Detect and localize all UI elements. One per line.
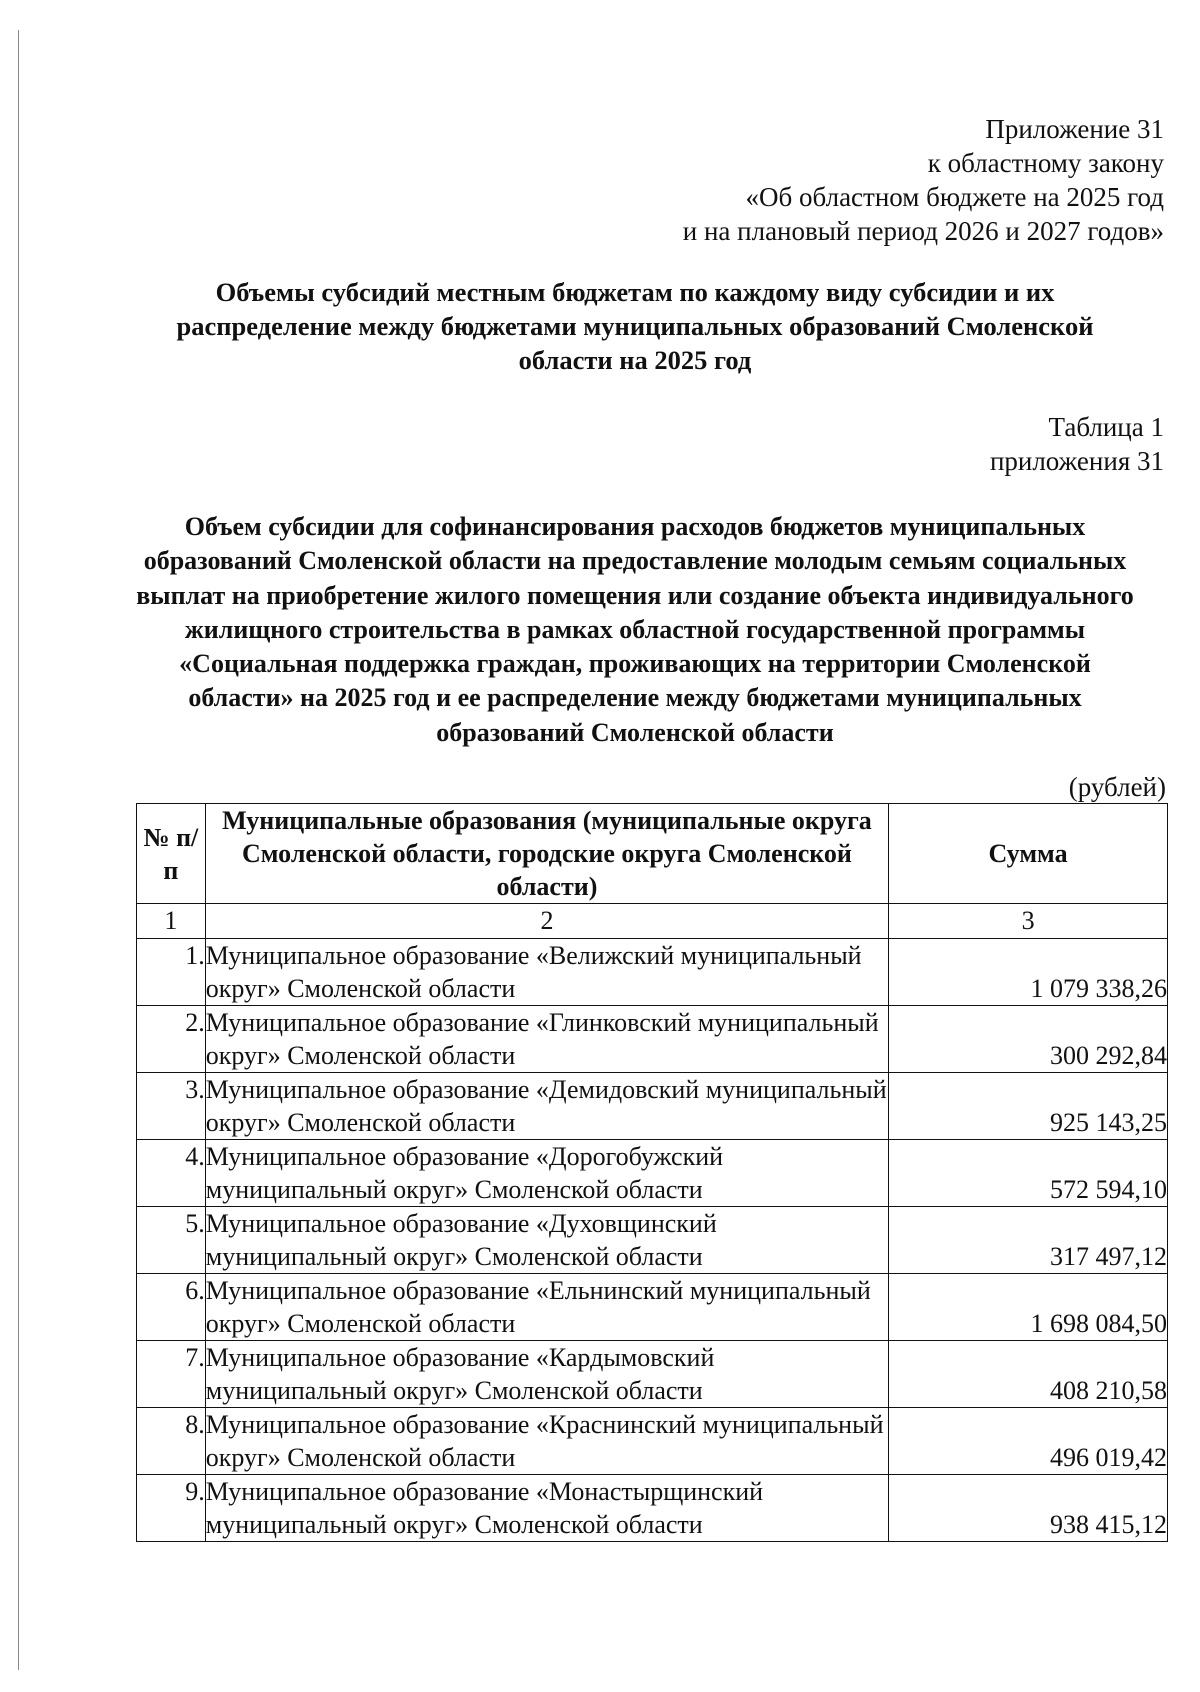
column-number: 2 — [205, 904, 888, 939]
municipality-name: Муниципальное образование «Ельнинский муниципальный округ» Смоленской области — [205, 1274, 888, 1341]
subsidy-amount: 408 210,58 — [889, 1341, 1168, 1408]
header-municipalities: Муниципальные образования (муниципальные округа Смоленской области, городские округа Смоленской области) — [205, 804, 888, 904]
row-number: 5. — [137, 1207, 206, 1274]
row-number: 8. — [137, 1408, 206, 1475]
row-number: 4. — [137, 1140, 206, 1207]
table-row — [137, 1006, 1168, 1073]
main-title: Объемы субсидий местным бюджетам по каждому виду субсидии и их распределение между бюджетами муниципальных образований Смоленской области на 2025 год — [176, 277, 1094, 375]
subsidy-amount: 1 079 338,26 — [889, 939, 1168, 1006]
row-number: 9. — [137, 1475, 206, 1542]
table-header-row — [137, 804, 1168, 904]
table-row — [137, 1475, 1168, 1542]
units-label: (рублей) — [1068, 772, 1166, 802]
table-title: Объем субсидии для софинансирования расходов бюджетов муниципальных образований Смоленской области на предоставление молодым семьям социальных выплат на приобретение жилого помещения или создание объекта индивидуального жилищного строительства в рамках областной государственной программы «Социальная поддержка граждан, проживающих на территории Смоленской области» на 2025 год и ее распределение между бюджетами муниципальных образований Смоленской области — [136, 512, 1134, 747]
subsidy-amount: 496 019,42 — [889, 1408, 1168, 1475]
scan-edge-line — [18, 30, 19, 1670]
municipality-name: Муниципальное образование «Краснинский муниципальный округ» Смоленской области — [205, 1408, 888, 1475]
table-row — [137, 1341, 1168, 1408]
table-row — [137, 1274, 1168, 1341]
subsidy-amount: 572 594,10 — [889, 1140, 1168, 1207]
municipality-name: Муниципальное образование «Кардымовский муниципальный округ» Смоленской области — [205, 1341, 888, 1408]
column-number: 3 — [889, 904, 1168, 939]
header-number: № п/п — [137, 804, 206, 904]
subsidy-amount: 317 497,12 — [889, 1207, 1168, 1274]
subsidy-amount: 1 698 084,50 — [889, 1274, 1168, 1341]
annex-line-3: «Об областном бюджете на 2025 год — [745, 182, 1164, 212]
table-row — [137, 1207, 1168, 1274]
column-number: 1 — [137, 904, 206, 939]
annex-line-1: Приложение 31 — [985, 114, 1164, 144]
header-amount: Сумма — [889, 804, 1168, 904]
municipality-name: Муниципальное образование «Монастырщинский муниципальный округ» Смоленской области — [205, 1475, 888, 1542]
annex-line-2: к областному закону — [927, 148, 1164, 178]
row-number: 2. — [137, 1006, 206, 1073]
table-ref-line-1: Таблица 1 — [1048, 412, 1164, 442]
table-row — [137, 939, 1168, 1006]
column-number-row — [137, 904, 1168, 939]
subsidy-amount: 300 292,84 — [889, 1006, 1168, 1073]
municipality-name: Муниципальное образование «Демидовский муниципальный округ» Смоленской области — [205, 1073, 888, 1140]
table-reference — [764, 410, 1164, 478]
row-number: 3. — [137, 1073, 206, 1140]
row-number: 1. — [137, 939, 206, 1006]
annex-header — [464, 112, 1164, 248]
table-ref-line-2: приложения 31 — [989, 446, 1164, 476]
annex-line-4: и на плановый период 2026 и 2027 годов» — [682, 216, 1164, 246]
municipality-name: Муниципальное образование «Дорогобужский муниципальный округ» Смоленской области — [205, 1140, 888, 1207]
table-row — [137, 1408, 1168, 1475]
municipality-name: Муниципальное образование «Велижский муниципальный округ» Смоленской области — [205, 939, 888, 1006]
municipality-name: Муниципальное образование «Духовщинский муниципальный округ» Смоленской области — [205, 1207, 888, 1274]
subsidy-table — [136, 803, 1168, 1542]
municipality-name: Муниципальное образование «Глинковский муниципальный округ» Смоленской области — [205, 1006, 888, 1073]
table-row — [137, 1140, 1168, 1207]
row-number: 7. — [137, 1341, 206, 1408]
table-row — [137, 1073, 1168, 1140]
subsidy-amount: 938 415,12 — [889, 1475, 1168, 1542]
row-number: 6. — [137, 1274, 206, 1341]
subsidy-amount: 925 143,25 — [889, 1073, 1168, 1140]
